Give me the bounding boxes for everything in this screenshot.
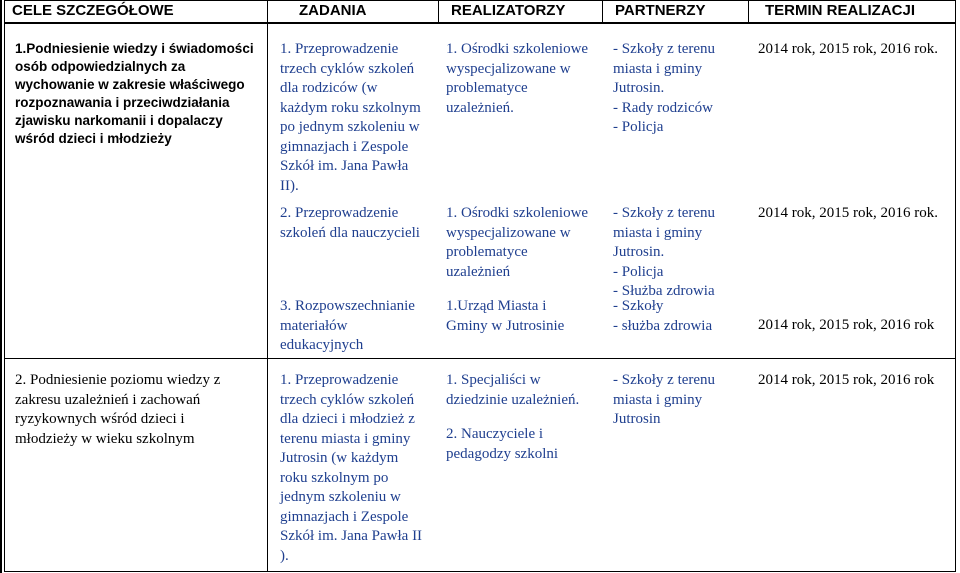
partner-1-2 [613,204,748,302]
goals-table [4,0,956,572]
executor-text: 2. Nauczyciele i pedagodzy szkolni [446,426,559,462]
partner-text: - Szkoły z terenu miasta i gminy Jutrosin. - Policja - Służba zdrowia [613,205,716,299]
header-top-rule [5,0,955,1]
column-divider [267,0,268,571]
task-text: 1. Przeprowadzenie trzech cyklów szkoleń dla dzieci i młodzież z terenu miasta i gminy Jutrosin (w każdym roku szkolnym po jednym szkoleniu w gimnazjach i Zespole Szkół im. Jana Pawła II ). [280,372,423,564]
partner-text: - Szkoły z terenu miasta i gminy Jutrosin. - Rady rodziców - Policja [613,41,716,135]
task-1-1 [280,40,440,196]
term-1-1 [758,40,953,60]
term-text: 2014 rok, 2015 rok, 2016 rok [758,317,935,333]
goal-1 [15,40,263,148]
partner-text: - Szkoły z terenu miasta i gminy Jutrosin [613,372,716,427]
header-tasks: ZADANIA [299,2,367,19]
term-1-2 [758,204,953,224]
task-text: 1. Przeprowadzenie trzech cyklów szkoleń dla rodziców (w każdym roku szkolnym po jednym szkoleniu w gimnazjach i Zespole Szkół im. Jana Pawła II). [280,41,421,194]
term-text: 2014 rok, 2015 rok, 2016 rok [758,372,935,388]
row-separator [5,358,955,359]
header-column-divider [438,0,439,23]
task-text: 2. Przeprowadzenie szkoleń dla nauczycieli [280,205,420,241]
header-column-divider [602,0,603,23]
term-text: 2014 rok, 2015 rok, 2016 rok. [758,41,938,57]
task-2-1 [280,371,440,566]
partner-1-3 [613,297,748,336]
header-partners: PARTNERZY [615,2,706,19]
executor-text: 1. Ośrodki szkoleniowe wyspecjalizowane w problematyce uzależnień [446,205,589,280]
header-column-divider [748,0,749,23]
partner-1-1 [613,40,748,138]
executor-1-3 [446,297,606,336]
term-2-1 [758,371,953,391]
executor-text: 1. Ośrodki szkoleniowe wyspecjalizowane w problematyce uzależnień. [446,41,589,116]
goal-1-text: 1.Podniesienie wiedzy i świadomości osób odpowiedzialnych za wychowanie w zakresie właściwego rozpoznawania i przeciwdziałania zjawisku narkomanii i dopalaczy wśród dzieci i młodzieży [15,41,254,146]
term-text: 2014 rok, 2015 rok, 2016 rok. [758,205,938,221]
task-1-2 [280,204,440,243]
header-deadline: TERMIN REALIZACJI [765,2,915,19]
outer-border-left [0,0,2,573]
header-executors: REALIZATORZY [451,2,566,19]
goal-2 [15,371,263,449]
task-text: 3. Rozpowszechnianie materiałów edukacyjnych [280,298,415,353]
partner-text: - Szkoły - służba zdrowia [613,298,713,334]
goal-2-text: 2. Podniesienie poziomu wiedzy z zakresu uzależnień i zachowań ryzykownych wśród dzieci i młodzieży w wieku szkolnym [15,372,221,447]
partner-2-1 [613,371,748,430]
executor-2-1 [446,371,606,410]
task-1-3 [280,297,440,356]
header-bottom-rule [5,22,955,24]
term-1-3 [758,316,953,336]
executor-text: 1.Urząd Miasta i Gminy w Jutrosinie [446,298,565,334]
executor-1-1 [446,40,606,118]
header-goals: CELE SZCZEGÓŁOWE [12,2,174,19]
executor-1-2 [446,204,606,282]
executor-2-2 [446,425,606,464]
executor-text: 1. Specjaliści w dziedzinie uzależnień. [446,372,580,408]
